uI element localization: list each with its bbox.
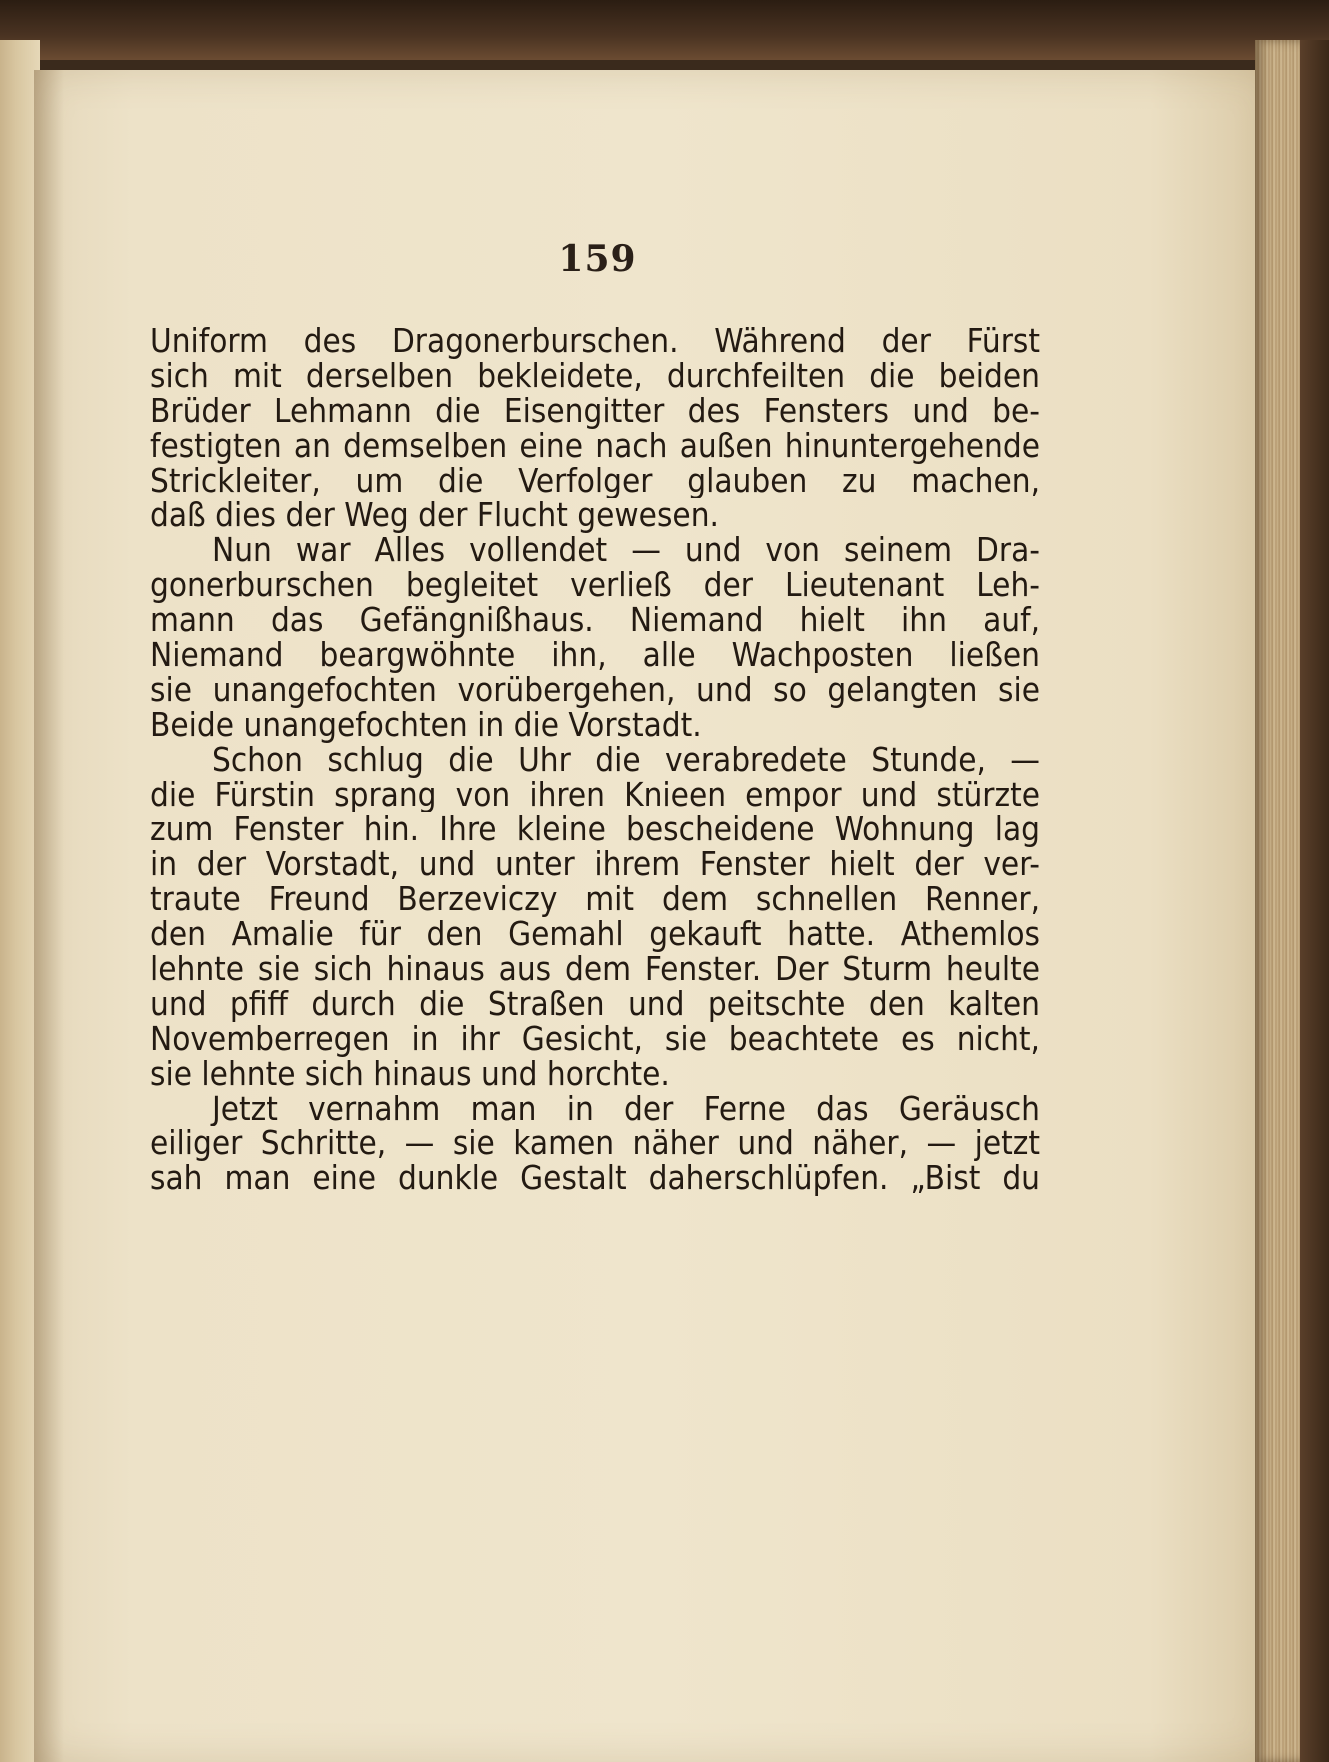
text-line: sich mit derselben bekleidete, durchfeilten die beiden — [150, 358, 1040, 394]
text-line: mann das Gefängnißhaus. Niemand hielt ihn auf, — [150, 603, 1040, 639]
text-line: die Fürstin sprang von ihren Knieen empor und stürzte — [150, 777, 1040, 813]
text-line: Jetzt vernahm man in der Ferne das Geräusch — [212, 1091, 1040, 1127]
text-line: Beide unangefochten in die Vorstadt. — [150, 707, 702, 743]
text-line: eiliger Schritte, — sie kamen näher und näher, — jetzt — [150, 1126, 1040, 1162]
text-line: Novemberregen in ihr Gesicht, sie beachtete es nicht, — [150, 1021, 1040, 1057]
text-line: sie lehnte sich hinaus und horchte. — [150, 1056, 670, 1092]
text-line: Niemand beargwöhnte ihn, alle Wachposten ließen — [150, 638, 1040, 673]
text-line: sie unangefochten vorübergehen, und so gelangten sie — [150, 672, 1040, 708]
body-text — [150, 324, 1040, 1196]
text-line: Schon schlug die Uhr die verabredete Stunde, — — [212, 742, 1040, 778]
text-line: den Amalie für den Gemahl gekauft hatte. Athemlos — [150, 917, 1040, 953]
page-number: 159 — [558, 238, 637, 280]
text-line: traute Freund Berzeviczy mit dem schnellen Renner, — [150, 882, 1040, 918]
text-line: daß dies der Weg der Flucht gewesen. — [150, 498, 719, 534]
background-top — [0, 0, 1329, 60]
book-cover-edge — [1300, 40, 1329, 1762]
text-line: Strickleiter, um die Verfolger glauben zu machen, — [150, 463, 1040, 499]
text-line: gonerburschen begleitet verließ der Lieutenant Leh- — [150, 568, 1040, 604]
text-line: festigten an demselben eine nach außen hinuntergehende — [150, 428, 1040, 464]
text-line: sah man eine dunkle Gestalt daherschlüpfen. „Bist du — [150, 1161, 1040, 1197]
text-line: Brüder Lehmann die Eisengitter des Fensters und be- — [150, 393, 1040, 429]
text-line: zum Fenster hin. Ihre kleine bescheidene Wohnung lag — [150, 812, 1040, 848]
spine-shadow — [34, 70, 64, 1762]
text-line: Uniform des Dragonerburschen. Während der Fürst — [150, 324, 1040, 359]
text-line: Nun war Alles vollendet — und von seinem Dra- — [212, 533, 1040, 569]
text-line: in der Vorstadt, und unter ihrem Fenster hielt der ver- — [150, 847, 1040, 883]
text-line: und pfiff durch die Straßen und peitschte den kalten — [150, 986, 1040, 1022]
text-line: lehnte sie sich hinaus aus dem Fenster. Der Sturm heulte — [150, 952, 1040, 987]
